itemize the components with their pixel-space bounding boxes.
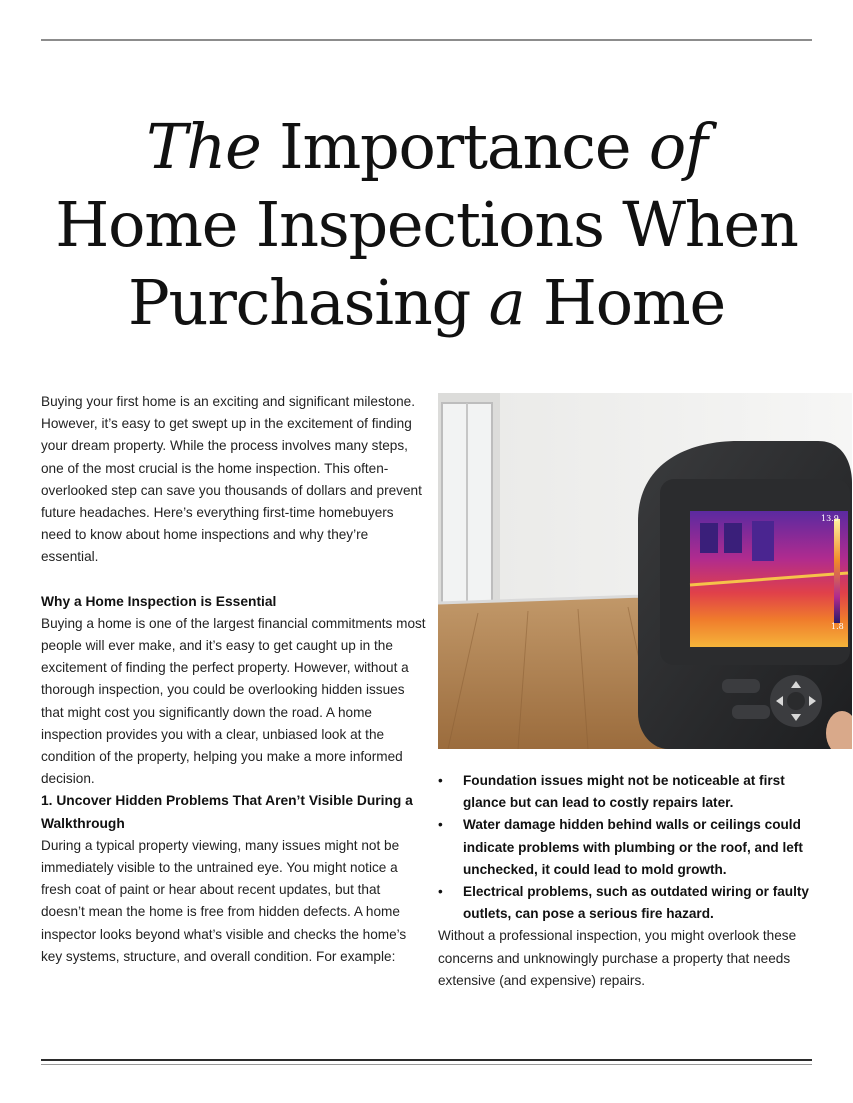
intro-paragraph: Buying your first home is an exciting and significant milestone. However, it’s easy to get swept up in the excitement of finding your dream property. While the process involves many steps, one of the most crucial is the home inspection. This often-overlooked step can save you thousands of dollars and prevent future headaches. Here’s everything first-time homebuyers need to know about home inspections and why they’re essential.: [41, 394, 422, 565]
section-heading-hidden-problems: 1. Uncover Hidden Problems That Aren’t Visible During a Walkthrough: [41, 793, 413, 831]
title-home: Home: [524, 266, 726, 339]
title-line-1: [20, 108, 833, 186]
top-rule: [41, 39, 812, 41]
title-importance: Importance: [260, 110, 649, 183]
list-item-text: Water damage hidden behind walls or ceilings could indicate problems with plumbing or the roof, and left unchecked, it could lead to mold growth.: [463, 817, 803, 877]
closing-paragraph: Without a professional inspection, you might overlook these concerns and unknowingly purchase a property that needs extensive (and expensive) repairs.: [438, 928, 797, 988]
page-title: [20, 108, 833, 342]
bullet-marker: •: [438, 773, 443, 788]
bottom-rule-thick: [41, 1059, 812, 1061]
bullet-marker: •: [438, 817, 443, 833]
bottom-rule-thin: [41, 1064, 812, 1065]
example-issues-list: [438, 770, 828, 925]
section-body-why: Buying a home is one of the largest financial commitments most people will ever make, and it’s easy to get caught up in the excitement of finding the perfect property. However, without a thorough inspection, you could be overlooking hidden issues that might cost you significantly down the road. A home inspection provides you with a clear, unbiased look at the condition of the property, helping you make a more informed decision.: [41, 615, 426, 787]
title-a: a: [488, 266, 525, 339]
title-purchasing: Purchasing: [127, 266, 489, 339]
title-line-2: Home Inspections When: [55, 188, 798, 261]
section-body-hidden-problems: During a typical property viewing, many issues might not be immediately visible to the untrained eye. You might notice a fresh coat of paint or hear about recent updates, but that doesn’t mean the home is free from hidden defects. A home inspector looks beyond what’s visible and checks the home’s key systems, structure, and overall condition. For example:: [41, 837, 407, 964]
list-item-text: Electrical problems, such as outdated wiring or faulty outlets, can pose a serious fire hazard.: [463, 884, 809, 922]
left-column: [41, 391, 426, 968]
thermal-scale-min: 1.8: [831, 622, 844, 631]
list-item: [438, 814, 828, 881]
title-line-3: [20, 264, 833, 342]
title-the: The: [146, 110, 261, 183]
section-heading-why: Why a Home Inspection is Essential: [41, 593, 277, 609]
thermal-camera-photo: [438, 393, 852, 749]
thermal-scale-max: 13.9: [821, 514, 839, 523]
list-item: [438, 881, 828, 925]
right-column: [438, 770, 828, 992]
list-item: [438, 770, 828, 814]
list-item-text: Foundation issues might not be noticeable at first glance but can lead to costly repairs later.: [463, 773, 785, 811]
paragraph-spacer: [41, 569, 426, 591]
bullet-marker: •: [438, 884, 443, 900]
title-of: of: [648, 110, 707, 183]
